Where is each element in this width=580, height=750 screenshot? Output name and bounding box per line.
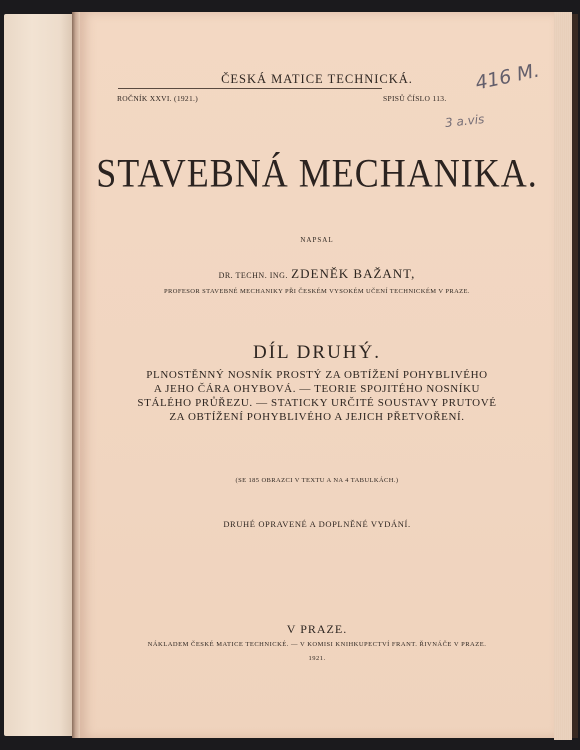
edition-note: DRUHÉ OPRAVENÉ A DOPLNĚNÉ VYDÁNÍ.: [223, 519, 411, 529]
contents-line: A JEHO ČÁRA OHYBOVÁ. — TEORIE SPOJITÉHO NOSNÍKU: [153, 383, 481, 395]
figures-note: (SE 185 OBRAZCI V TEXTU A NA 4 TABULKÁCH.): [235, 477, 399, 484]
contents-block: [80, 368, 554, 424]
book-title: STAVEBNÁ MECHANIKA.: [96, 150, 538, 196]
handwritten-note: 3 a.vis: [444, 111, 485, 131]
author-prefix: DR. TECHN. ING.: [218, 271, 288, 280]
author-position: PROFESOR STAVEBNÉ MECHANIKY PŘI ČESKÉM VYSOKÉM UČENÍ TECHNICKÉM V PRAZE.: [164, 288, 470, 295]
contents-line: STÁLÉHO PRŮŘEZU. — STATICKY URČITÉ SOUSTAVY PRUTOVÉ: [137, 397, 497, 409]
series-rule: [118, 88, 382, 89]
contents-line: ZA OBTÍŽENÍ POHYBLIVÉHO A JEJICH PŘETVOŘENÍ.: [169, 411, 465, 423]
author-line: [80, 266, 554, 282]
byline-label: NAPSAL: [300, 236, 334, 244]
publisher-line: NÁKLADEM ČESKÉ MATICE TECHNICKÉ. — V KOMISI KNIHKUPECTVÍ FRANT. ŘIVNÁČE V PRAZE.: [147, 641, 487, 648]
handwritten-mark: 416 M.: [473, 59, 542, 95]
volume-number: ROČNÍK XXVI. (1921.): [117, 94, 198, 103]
book-gutter: [72, 12, 80, 738]
publication-number: SPISŮ ČÍSLO 113.: [383, 94, 447, 103]
series-name: ČESKÁ MATICE TECHNICKÁ.: [221, 72, 413, 86]
page-stack-edge: [554, 12, 572, 740]
publication-place: V PRAZE.: [286, 622, 348, 636]
contents-line: PLNOSTĚNNÝ NOSNÍK PROSTÝ ZA OBTÍŽENÍ POHYBLIVÉHO: [146, 369, 488, 381]
part-title: DÍL DRUHÝ.: [252, 342, 381, 363]
left-page-edge: [4, 14, 74, 736]
author-name: ZDENĚK BAŽANT,: [291, 266, 416, 281]
book-cover-edge: [572, 14, 578, 738]
publication-year: 1921.: [308, 655, 326, 662]
